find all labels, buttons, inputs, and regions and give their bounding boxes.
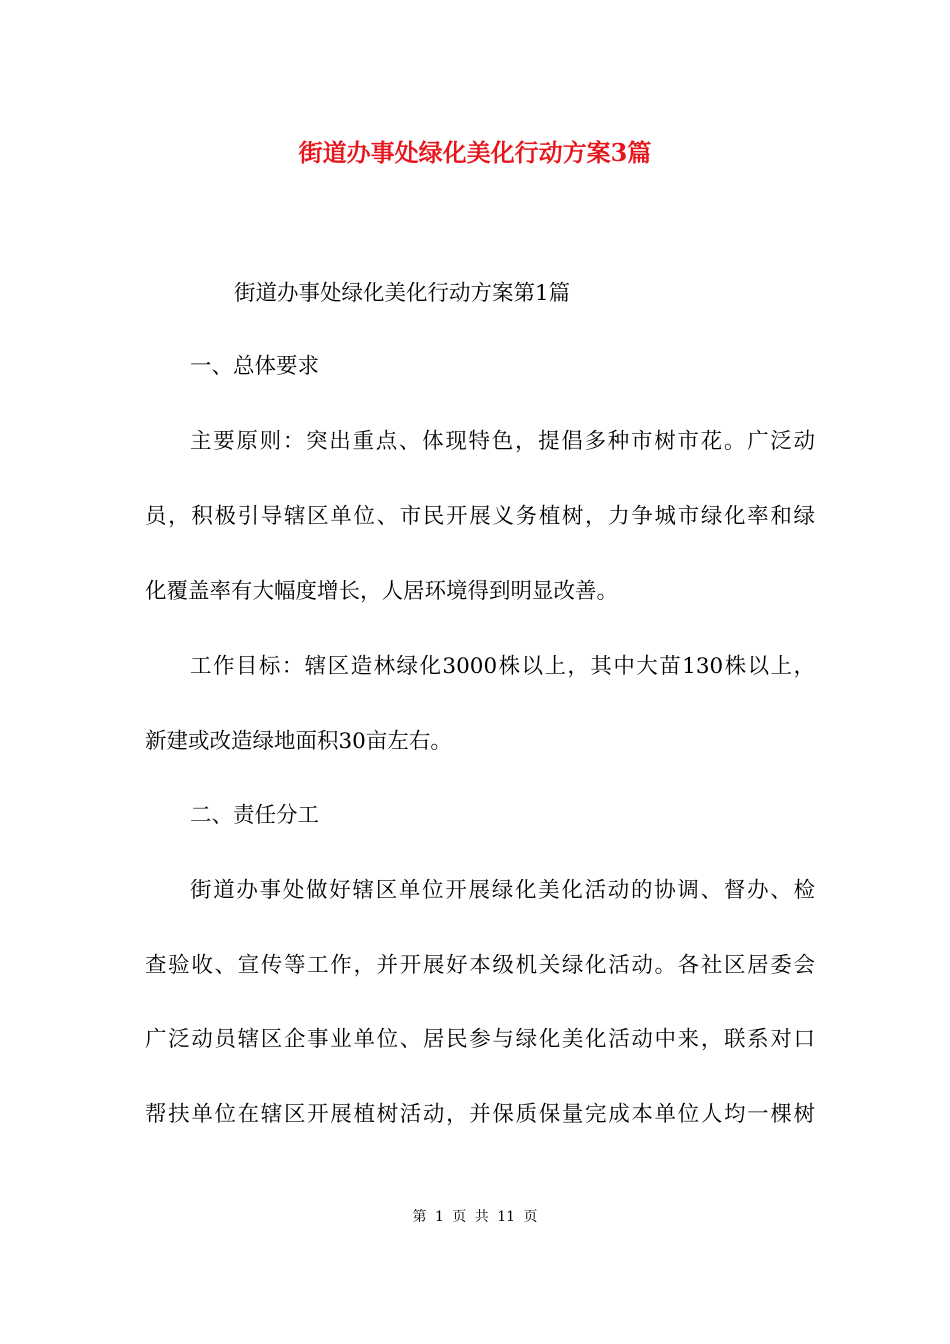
- paragraph-line: 工作目标：辖区造林绿化3000株以上，其中大苗130株以上，: [190, 654, 815, 679]
- section-heading-overall-requirements: 一、总体要求: [190, 354, 320, 379]
- paragraph-line: 帮扶单位在辖区开展植树活动，并保质保量完成本单位人均一棵树: [145, 1102, 815, 1127]
- paragraph-line: 新建或改造绿地面积30亩左右。: [145, 729, 452, 754]
- paragraph-line: 街道办事处做好辖区单位开展绿化美化活动的协调、督办、检: [190, 878, 815, 903]
- page-number-footer: 第 1 页 共 11 页: [412, 1209, 538, 1225]
- paragraph-line: 主要原则：突出重点、体现特色，提倡多种市树市花。广泛动: [190, 429, 815, 454]
- paragraph-line: 化覆盖率有大幅度增长，人居环境得到明显改善。: [145, 579, 619, 604]
- paragraph-line: 广泛动员辖区企事业单位、居民参与绿化美化活动中来，联系对口: [145, 1027, 815, 1052]
- paragraph-line: 查验收、宣传等工作，并开展好本级机关绿化活动。各社区居委会: [145, 953, 815, 978]
- document-subtitle: 街道办事处绿化美化行动方案第1篇: [234, 281, 571, 306]
- document-title: 街道办事处绿化美化行动方案3篇: [298, 138, 652, 167]
- section-heading-responsibilities: 二、责任分工: [190, 803, 320, 828]
- paragraph-line: 员，积极引导辖区单位、市民开展义务植树，力争城市绿化率和绿: [145, 504, 815, 529]
